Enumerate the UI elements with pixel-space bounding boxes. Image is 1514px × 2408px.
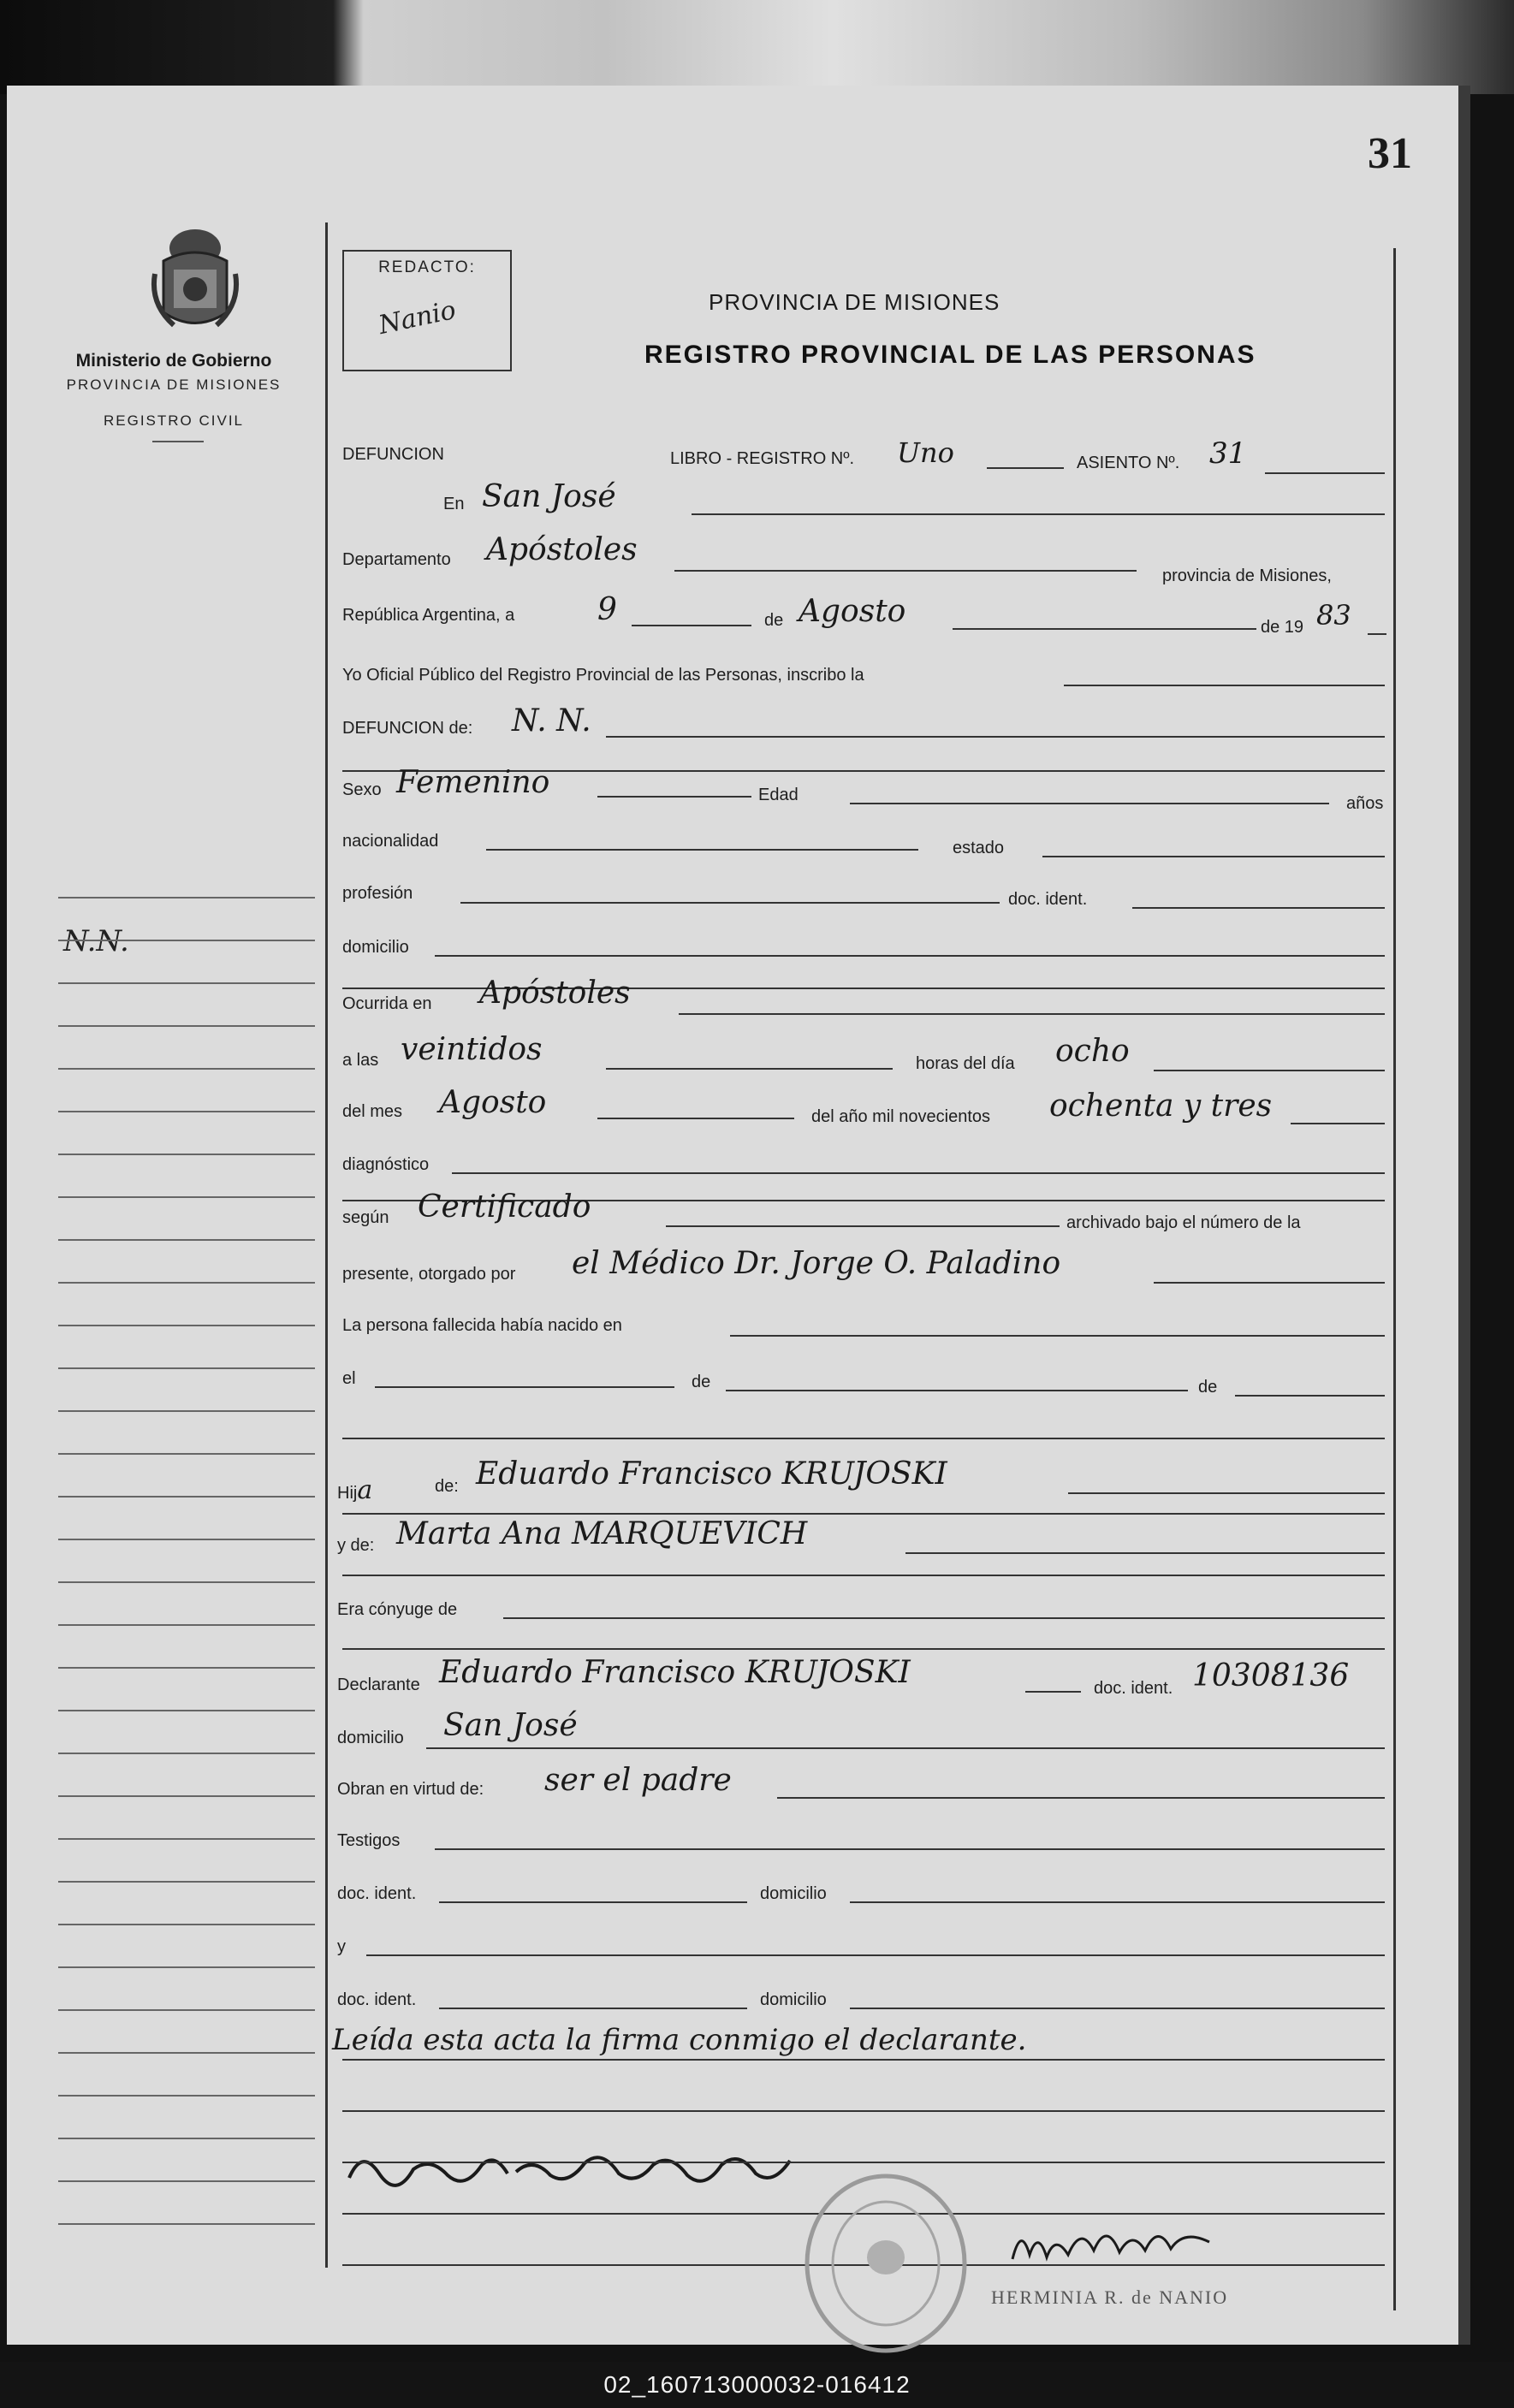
de-label: de: [764, 611, 784, 630]
year-prefix-label: de 19: [1261, 618, 1304, 637]
margin-line: [58, 1112, 315, 1155]
hija-label-prefix: Hij: [337, 1484, 358, 1503]
en-value: San José: [482, 479, 616, 514]
fill-line: [1235, 1395, 1385, 1397]
ocurrida-value: Apóstoles: [479, 976, 631, 1011]
del-ano-label: del año mil novecientos: [811, 1107, 991, 1126]
fill-line: [1154, 1282, 1385, 1284]
a-las-value: veintidos: [401, 1032, 543, 1067]
redacto-label: REDACTO:: [378, 258, 476, 276]
divider: [152, 441, 204, 442]
margin-lines: [58, 856, 315, 2225]
registry-small-label: REGISTRO CIVIL: [103, 412, 245, 429]
declarante-doc-value: 10308136: [1192, 1658, 1350, 1693]
fill-line: [1132, 907, 1385, 909]
fill-line: [1042, 856, 1385, 857]
fill-line: [486, 849, 918, 851]
margin-line: [58, 856, 315, 899]
fill-line: [342, 1438, 1385, 1439]
hija-suffix: a: [357, 1475, 373, 1505]
margin-line: [58, 1198, 315, 1241]
testigo1-domicilio-label: domicilio: [760, 1884, 827, 1903]
fill-line: [726, 1390, 1188, 1391]
presente-label: presente, otorgado por: [342, 1265, 516, 1284]
margin-line: [58, 1626, 315, 1669]
del-mes-label: del mes: [342, 1102, 403, 1121]
margin-line: [58, 2011, 315, 2054]
margin-line: [58, 1498, 315, 1540]
edad-label: Edad: [758, 786, 799, 804]
margin-line: [58, 1070, 315, 1112]
margin-line: [58, 2139, 315, 2182]
month-value: Agosto: [799, 594, 906, 629]
obran-value: ser el padre: [544, 1763, 732, 1798]
margin-line: [58, 899, 315, 941]
declarant-signature-icon: [345, 2139, 799, 2199]
right-margin-rule: [1393, 248, 1396, 2310]
horas-label: horas del día: [916, 1054, 1015, 1073]
nacido-label: La persona fallecida había nacido en: [342, 1316, 622, 1335]
fill-line: [674, 570, 1137, 572]
y-label: y: [337, 1937, 346, 1956]
margin-line: [58, 2097, 315, 2139]
margin-line: [58, 1027, 315, 1070]
margin-line: [58, 1754, 315, 1797]
margin-line: [58, 1155, 315, 1198]
margin-line: [58, 1840, 315, 1883]
sexo-value: Femenino: [396, 765, 550, 800]
fill-line: [597, 796, 751, 798]
fill-line: [632, 625, 751, 626]
fill-line: [953, 628, 1256, 630]
anos-label: años: [1346, 794, 1384, 813]
de2-label: de: [692, 1373, 711, 1391]
declarante-label: Declarante: [337, 1676, 420, 1694]
fill-line: [597, 1118, 794, 1119]
declarante-value: Eduardo Francisco KRUJOSKI: [439, 1655, 911, 1690]
page-number: 31: [1368, 129, 1412, 178]
type-label: DEFUNCION: [342, 445, 444, 464]
fill-line: [1025, 1691, 1081, 1693]
fill-line: [679, 1013, 1385, 1015]
fill-line: [987, 467, 1064, 469]
conyuge-label: Era cónyuge de: [337, 1600, 458, 1619]
margin-line: [58, 941, 315, 984]
nacionalidad-label: nacionalidad: [342, 832, 439, 851]
margin-line: [58, 1711, 315, 1754]
testigo2-domicilio-label: domicilio: [760, 1990, 827, 2009]
margin-line: [58, 1968, 315, 2011]
fill-line: [850, 803, 1329, 804]
del-ano-value: ochenta y tres: [1049, 1088, 1273, 1124]
province-title: PROVINCIA DE MISIONES: [709, 289, 1000, 315]
fill-line: [1291, 1123, 1385, 1124]
fill-line: [777, 1797, 1385, 1799]
madre-value: Marta Ana MARQUEVICH: [396, 1516, 808, 1551]
margin-line: [58, 1326, 315, 1369]
fill-line: [850, 1901, 1385, 1903]
fill-line: [730, 1335, 1385, 1337]
official-seal-icon: [803, 2172, 970, 2356]
asiento-label: ASIENTO Nº.: [1077, 454, 1180, 472]
fill-line: [452, 1172, 1385, 1174]
margin-line: [58, 1797, 315, 1840]
fill-line: [342, 2162, 1385, 2163]
fill-line: [1265, 472, 1385, 474]
fill-line: [1068, 1492, 1385, 1494]
fill-line: [850, 2008, 1385, 2009]
sexo-label: Sexo: [342, 780, 382, 799]
hija-label: [337, 1475, 372, 1505]
libro-label: LIBRO - REGISTRO Nº.: [670, 449, 855, 468]
fill-line: [375, 1386, 674, 1388]
officer-name: HERMINIA R. de NANIO: [991, 2286, 1229, 2308]
redacto-box: [342, 250, 512, 371]
segun-label: según: [342, 1208, 389, 1227]
margin-note: N.N.: [63, 924, 129, 958]
declarante-domicilio-label: domicilio: [337, 1729, 404, 1747]
oficial-text: Yo Oficial Público del Registro Provincial de las Personas, inscribo la: [342, 666, 864, 685]
declarante-domicilio-value: San José: [443, 1708, 578, 1743]
margin-line: [58, 1369, 315, 1412]
a-las-label: a las: [342, 1051, 379, 1070]
fill-line: [342, 1575, 1385, 1576]
fill-line: [1368, 633, 1386, 635]
officer-signature-icon: [1008, 2216, 1214, 2268]
fill-line: [439, 1901, 747, 1903]
fill-line: [439, 2008, 747, 2009]
fill-line: [435, 1848, 1385, 1850]
margin-line: [58, 1284, 315, 1326]
doc-ident-label: doc. ident.: [1008, 890, 1088, 909]
testigo1-doc-label: doc. ident.: [337, 1884, 417, 1903]
republica-label: República Argentina, a: [342, 606, 515, 625]
fill-line: [905, 1552, 1385, 1554]
margin-line: [58, 1669, 315, 1711]
margin-line: [58, 2182, 315, 2225]
departamento-label: Departamento: [342, 550, 451, 569]
fill-line: [426, 1747, 1385, 1749]
margin-line: [58, 984, 315, 1027]
left-margin-rule: [325, 222, 328, 2268]
margin-line: [58, 1925, 315, 1968]
el-label: el: [342, 1369, 356, 1388]
testigo2-doc-label: doc. ident.: [337, 1990, 417, 2009]
archivado-label: archivado bajo el número de la: [1066, 1213, 1301, 1232]
registry-title: REGISTRO PROVINCIAL DE LAS PERSONAS: [644, 341, 1256, 369]
domicilio-label: domicilio: [342, 938, 409, 957]
fill-line: [435, 955, 1385, 957]
coat-of-arms-icon: [148, 222, 242, 338]
padre-value: Eduardo Francisco KRUJOSKI: [476, 1456, 947, 1492]
hija-de-label: de:: [435, 1477, 459, 1496]
register-page: [7, 86, 1470, 2345]
background-book-edge: [0, 0, 1514, 94]
obran-label: Obran en virtud de:: [337, 1780, 484, 1799]
redacto-name: Nanio: [376, 294, 459, 341]
y-de-label: y de:: [337, 1536, 375, 1555]
fill-line: [342, 2110, 1385, 2112]
margin-line: [58, 1540, 315, 1583]
margin-line: [58, 1412, 315, 1455]
margin-line: [58, 1883, 315, 1925]
horas-value: ocho: [1055, 1034, 1130, 1069]
fill-line: [366, 1954, 1385, 1956]
fill-line: [460, 902, 1000, 904]
fill-line: [666, 1225, 1060, 1227]
del-mes-value: Agosto: [439, 1085, 547, 1120]
segun-value: Certificado: [418, 1189, 591, 1225]
fill-line: [342, 1513, 1385, 1515]
testigos-label: Testigos: [337, 1831, 401, 1850]
day-value: 9: [597, 592, 617, 627]
margin-line: [58, 1583, 315, 1626]
libro-value: Uno: [897, 436, 954, 469]
fill-line: [606, 736, 1385, 738]
presente-value: el Médico Dr. Jorge O. Paladino: [572, 1246, 1061, 1281]
fill-line: [1154, 1070, 1385, 1071]
fill-line: [503, 1617, 1385, 1619]
estado-label: estado: [953, 839, 1005, 857]
fill-line: [606, 1068, 893, 1070]
profesion-label: profesión: [342, 884, 413, 903]
closing-text: Leída esta acta la firma conmigo el declarante.: [332, 2023, 1027, 2057]
de3-label: de: [1198, 1378, 1218, 1397]
fill-line: [692, 513, 1385, 515]
fill-line: [342, 1648, 1385, 1650]
ministry-label: Ministerio de Gobierno: [75, 351, 272, 371]
en-label: En: [443, 495, 465, 513]
declarante-doc-label: doc. ident.: [1094, 1679, 1173, 1698]
image-id-footer: 02_160713000032-016412: [0, 2362, 1514, 2408]
asiento-value: 31: [1209, 436, 1247, 471]
fill-line: [1064, 685, 1385, 686]
margin-line: [58, 2054, 315, 2097]
departamento-value: Apóstoles: [486, 532, 638, 567]
year-suffix-value: 83: [1316, 599, 1351, 632]
province-small-label: PROVINCIA DE MISIONES: [66, 377, 282, 393]
margin-line: [58, 1455, 315, 1498]
defuncion-de-label: DEFUNCION de:: [342, 719, 473, 738]
provincia-label: provincia de Misiones,: [1162, 566, 1332, 585]
ocurrida-label: Ocurrida en: [342, 994, 432, 1013]
margin-line: [58, 1241, 315, 1284]
defuncion-de-value: N. N.: [512, 703, 591, 738]
diagnostico-label: diagnóstico: [342, 1155, 430, 1174]
fill-line: [342, 2059, 1385, 2061]
